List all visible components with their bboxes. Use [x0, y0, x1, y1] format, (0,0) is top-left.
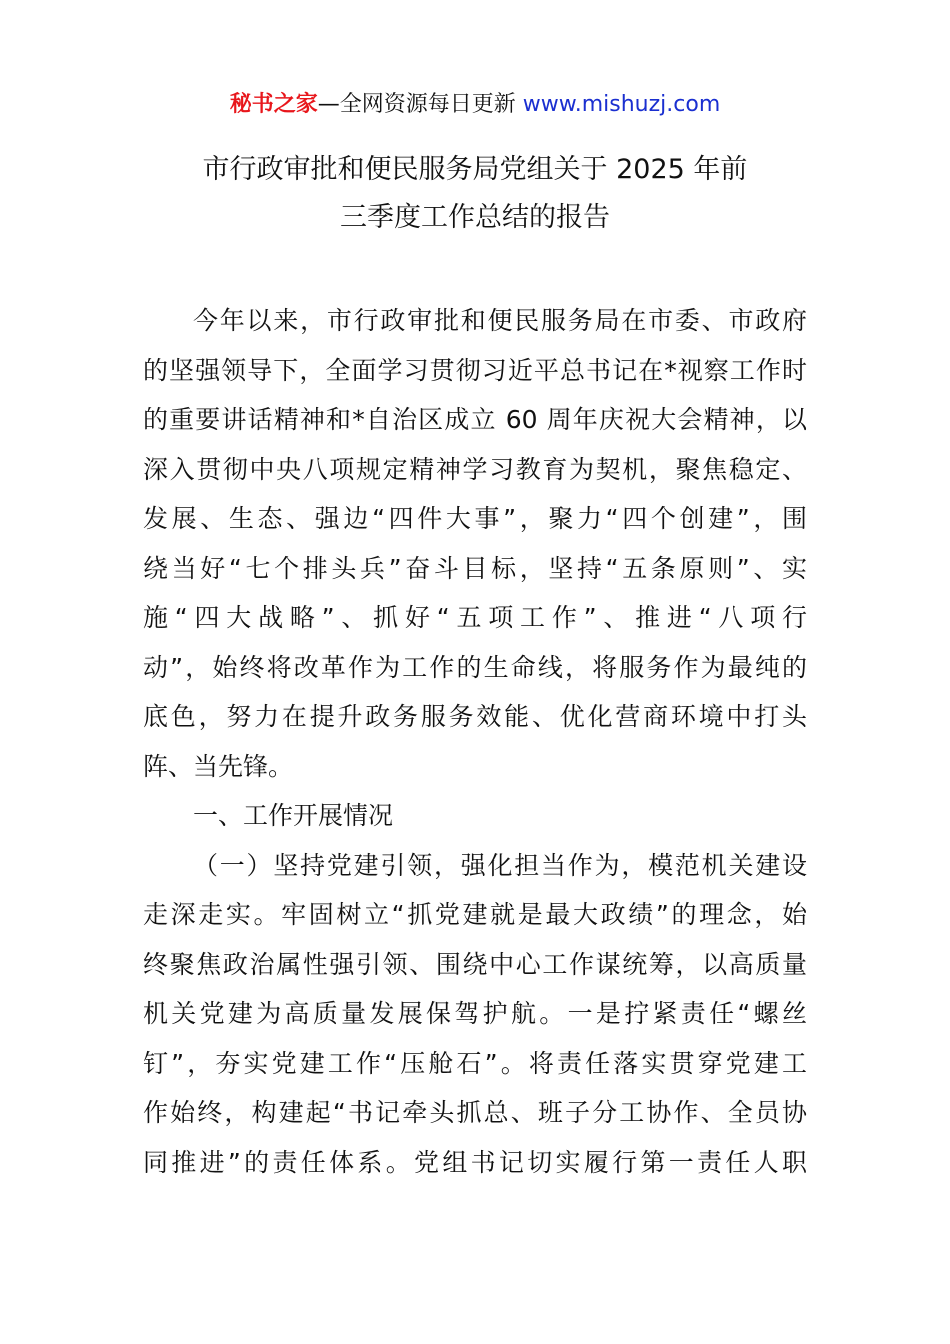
banner-tagline: —全网资源每日更新	[317, 92, 523, 117]
paragraph-line: 终聚焦政治属性强引领、围绕中心工作谋统筹，以高质量	[143, 949, 807, 979]
site-url[interactable]: www.mishuzj.com	[522, 92, 721, 117]
paragraph-line: 走深走实。牢固树立“抓党建就是最大政绩”的理念，始	[143, 900, 807, 929]
paragraph-line: 阵、当先锋。	[143, 751, 294, 781]
document-title-line-2: 三季度工作总结的报告	[340, 202, 610, 233]
paragraph-line: 动”，始终将改革作为工作的生命线，将服务作为最纯的	[143, 652, 807, 682]
paragraph-line: 的重要讲话精神和*自治区成立 60 周年庆祝大会精神，以	[143, 405, 807, 434]
paragraph-line: 绕当好“七个排头兵”奋斗目标，坚持“五条原则”、实	[143, 553, 807, 583]
paragraph-line: 机关党建为高质量发展保驾护航。一是拧紧责任“螺丝	[143, 999, 807, 1028]
section-heading: 一、工作开展情况	[193, 801, 394, 830]
paragraph-line: 同推进”的责任体系。党组书记切实履行第一责任人职	[143, 1147, 807, 1177]
document-title-line-1: 市行政审批和便民服务局党组关于 2025 年前	[202, 154, 748, 185]
paragraph-line: 作始终，构建起“书记牵头抓总、班子分工协作、全员协	[143, 1098, 807, 1127]
paragraph-line: 的坚强领导下，全面学习贯彻习近平总书记在*视察工作时	[143, 355, 807, 385]
brand-name: 秘书之家	[229, 92, 318, 117]
paragraph-line: 施“四大战略”、抓好“五项工作”、推进“八项行	[143, 603, 807, 632]
document-body	[143, 296, 807, 1187]
paragraph-line: 发展、生态、强边“四件大事”，聚力“四个创建”，围	[143, 504, 807, 533]
paragraph-line: 底色，努力在提升政务服务效能、优化营商环境中打头	[143, 702, 807, 731]
paragraph-line: 钉”，夯实党建工作“压舱石”。将责任落实贯穿党建工	[143, 1048, 807, 1078]
paragraph-line: 今年以来，市行政审批和便民服务局在市委、市政府	[193, 306, 807, 335]
paragraph-line: 深入贯彻中央八项规定精神学习教育为契机，聚焦稳定、	[143, 454, 807, 484]
subsection-heading-line: （一）坚持党建引领，强化担当作为，模范机关建设	[193, 850, 807, 880]
site-banner	[0, 88, 950, 122]
